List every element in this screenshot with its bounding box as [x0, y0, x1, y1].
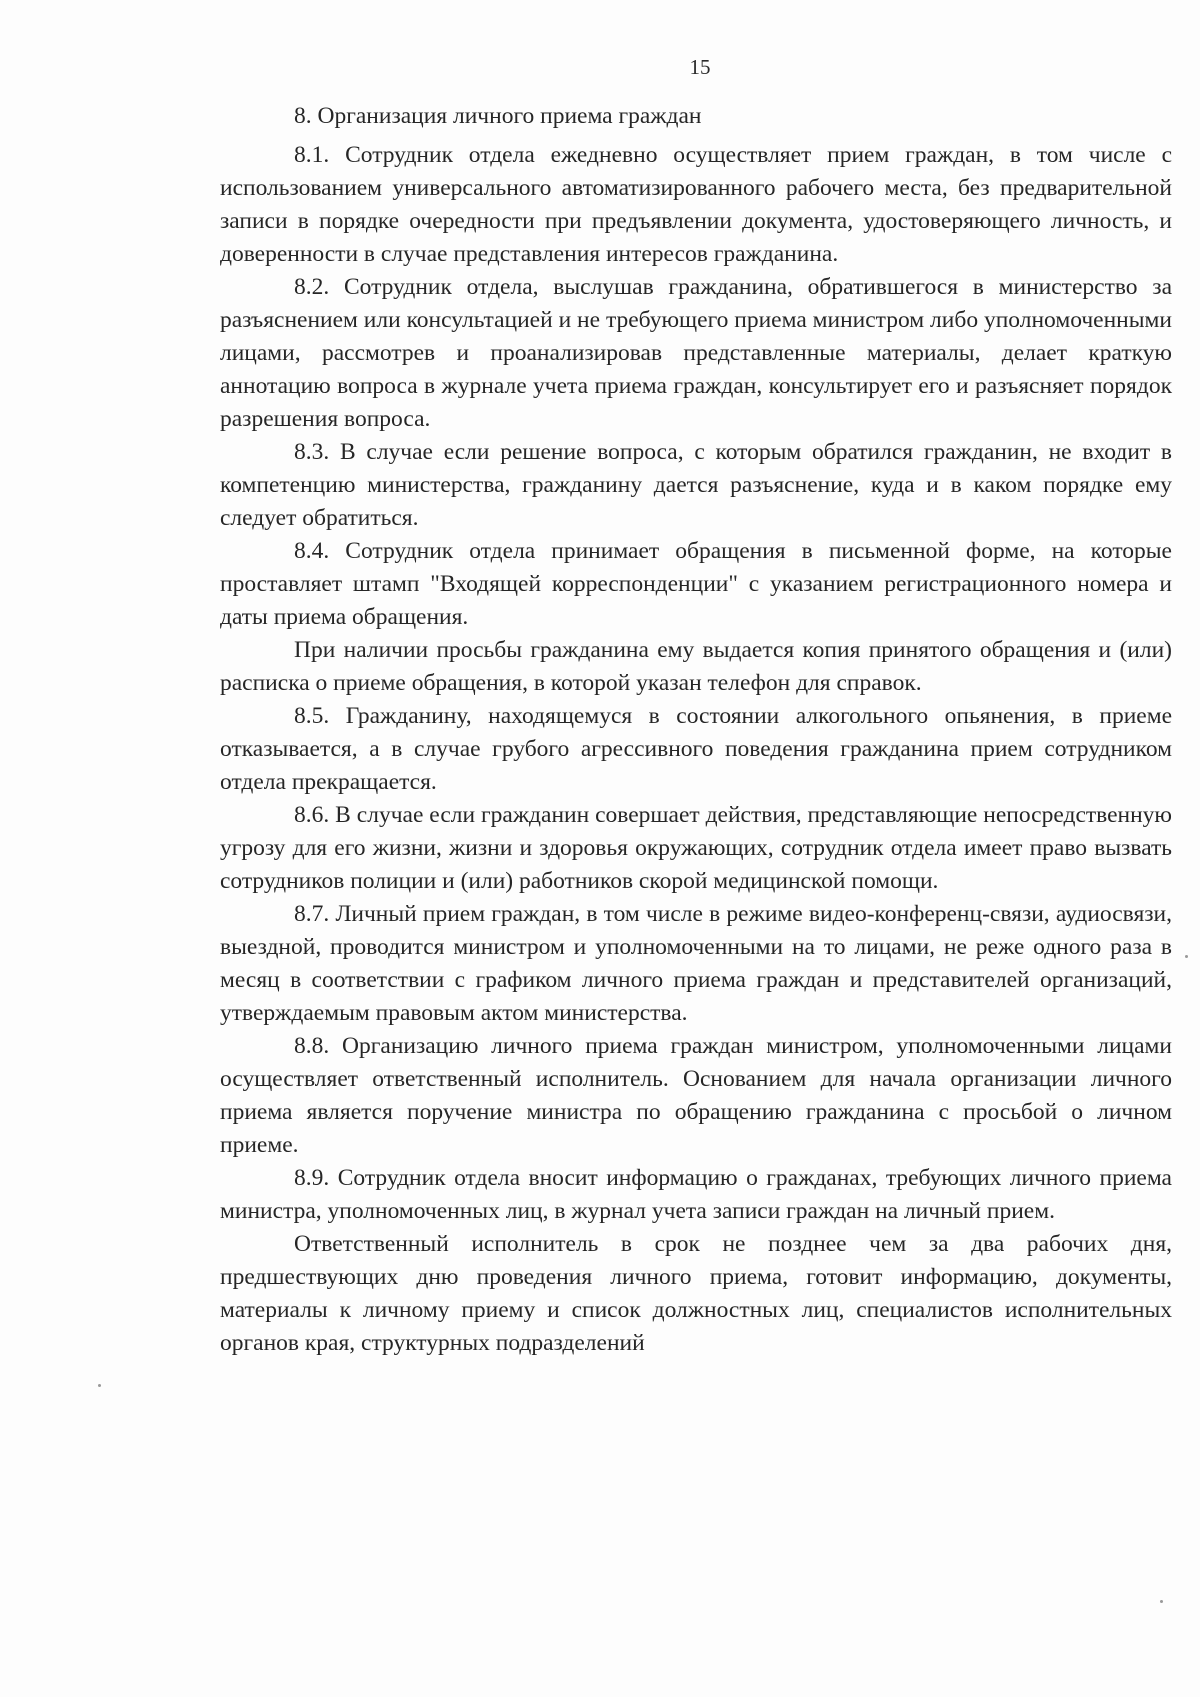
paragraph-8-4: 8.4. Сотрудник отдела принимает обращения в письменной форме, на которые проставляет штамп "Входящей корреспонденции" с указанием регистрационного номера и даты приема обращения. [220, 538, 1172, 630]
paragraph-8-7: 8.7. Личный прием граждан, в том числе в режиме видео-конференц-связи, аудиосвязи, выездной, проводится министром и уполномоченными на то лицами, не реже одного раза в месяц в соответствии с графиком личного приема граждан и представителей организаций, утверждаемым правовым актом министерства. [220, 901, 1172, 1026]
document-body [220, 100, 1172, 1360]
paragraph-8-8: 8.8. Организацию личного приема граждан министром, уполномоченными лицами осуществляет ответственный исполнитель. Основанием для начала организации личного приема является поручение министра по обращению гражданина с просьбой о личном приеме. [220, 1033, 1172, 1158]
page-number: 15 [689, 55, 711, 79]
section-title: 8. Организация личного приема граждан [294, 103, 702, 129]
paragraph-8-6: 8.6. В случае если гражданин совершает действия, представляющие непосредственную угрозу для его жизни, жизни и здоровья окружающих, сотрудник отдела имеет право вызвать сотрудников полиции и (или) работников скорой медицинской помощи. [220, 802, 1172, 894]
paragraph-8-2: 8.2. Сотрудник отдела, выслушав гражданина, обратившегося в министерство за разъяснением или консультацией и не требующего приема министром либо уполномоченными лицами, рассмотрев и проанализировав представленные материалы, делает краткую аннотацию вопроса в журнале учета приема граждан, консультирует его и разъясняет порядок разрешения вопроса. [220, 274, 1172, 432]
scan-speck [98, 1384, 101, 1387]
scan-speck [1160, 1600, 1163, 1603]
scan-speck [1185, 955, 1188, 958]
paragraph-8-1: 8.1. Сотрудник отдела ежедневно осуществляет прием граждан, в том числе с использованием универсального автоматизированного рабочего места, без предварительной записи в порядке очередности при предъявлении документа, удостоверяющего личность, и доверенности в случае представления интересов гражданина. [220, 142, 1172, 267]
paragraph-8-3: 8.3. В случае если решение вопроса, с которым обратился гражданин, не входит в компетенцию министерства, гражданину дается разъяснение, куда и в каком порядке ему следует обратиться. [220, 439, 1172, 531]
paragraph-8-9-continued: Ответственный исполнитель в срок не позднее чем за два рабочих дня, предшествующих дню проведения личного приема, готовит информацию, документы, материалы к личному приему и список должностных лиц, специалистов исполнительных органов края, структурных подразделений [220, 1231, 1172, 1356]
paragraph-8-9: 8.9. Сотрудник отдела вносит информацию о гражданах, требующих личного приема министра, уполномоченных лиц, в журнал учета записи граждан на личный прием. [220, 1165, 1172, 1224]
paragraph-8-5: 8.5. Гражданину, находящемуся в состоянии алкогольного опьянения, в приеме отказывается, а в случае грубого агрессивного поведения гражданина прием сотрудником отдела прекращается. [220, 703, 1172, 795]
paragraph-8-4-continued: При наличии просьбы гражданина ему выдается копия принятого обращения и (или) расписка о приеме обращения, в которой указан телефон для справок. [220, 637, 1172, 696]
